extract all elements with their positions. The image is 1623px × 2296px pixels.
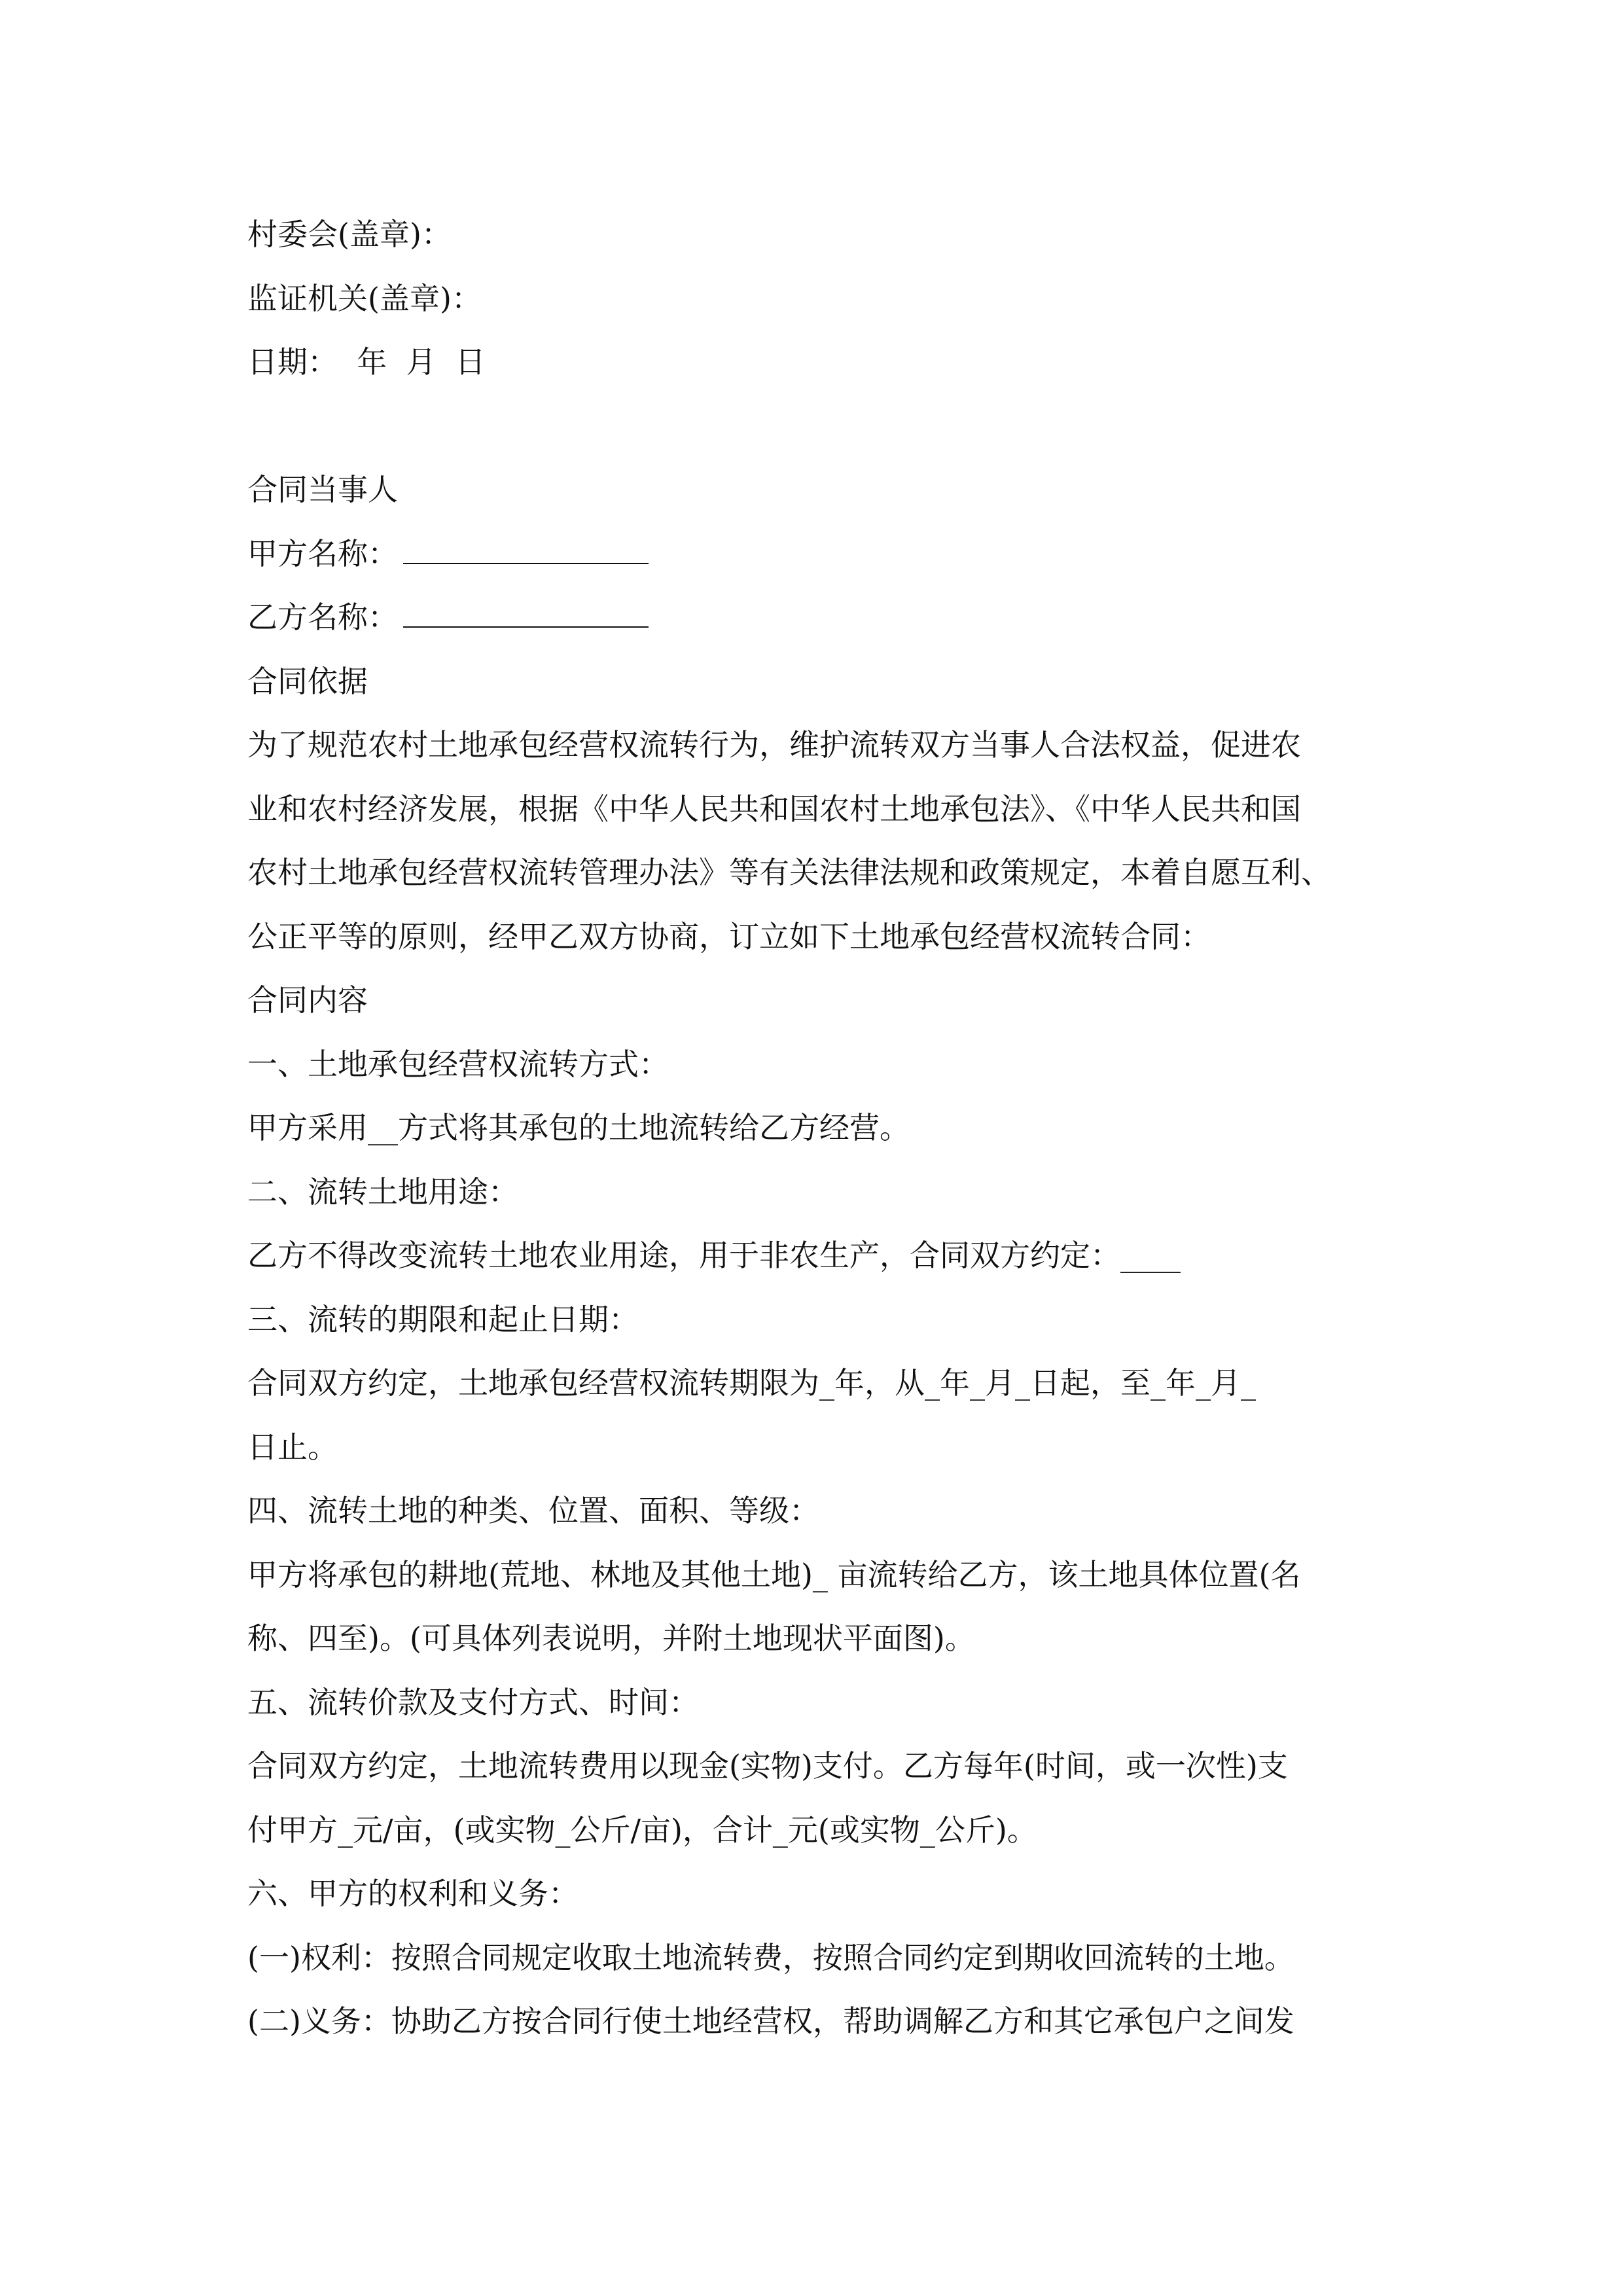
party-b-label: 乙方名称： (247, 600, 398, 635)
party-b-row (247, 586, 1386, 650)
content-line: 甲方将承包的耕地(荒地、林地及其他土地)_ 亩流转给乙方，该土地具体位置(名 (247, 1556, 1301, 1592)
content-line: 合同双方约定，土地承包经营权流转期限为_年，从_年_月_日起，至_年_月_ (247, 1365, 1256, 1401)
supervisor-seal: 监证机关(盖章)： (247, 280, 482, 316)
content-line: 甲方采用__方式将其承包的土地流转给乙方经营。 (247, 1110, 910, 1145)
content-line: (一)权利：按照合同规定收取土地流转费，按照合同约定到期收回流转的土地。 (247, 1939, 1294, 1975)
content-line: 付甲方_元/亩，(或实物_公斤/亩)，合计_元(或实物_公斤)。 (247, 1812, 1037, 1848)
content-line: 日止。 (247, 1429, 338, 1465)
party-a-row (247, 522, 1386, 586)
basis-line: 为了规范农村土地承包经营权流转行为，维护流转双方当事人合法权益，促进农 (247, 727, 1301, 762)
document-page (247, 203, 1386, 2054)
content-line: 称、四至)。(可具体列表说明，并附土地现状平面图)。 (247, 1621, 975, 1656)
content-line: 一、土地承包经营权流转方式： (247, 1046, 669, 1082)
basis-line: 业和农村经济发展，根据《中华人民共和国农村土地承包法》、《中华人民共和国 (247, 791, 1301, 827)
village-committee-seal: 村委会(盖章)： (247, 217, 452, 252)
content-line: (二)义务：协助乙方按合同行使土地经营权，帮助调解乙方和其它承包户之间发 (247, 2003, 1294, 2039)
party-b-blank (403, 600, 649, 628)
content-line: 乙方不得改变流转土地农业用途，用于非农生产，合同双方约定：____ (247, 1238, 1181, 1273)
basis-heading: 合同依据 (247, 663, 368, 699)
content-line: 六、甲方的权利和义务： (247, 1876, 579, 1911)
content-line: 五、流转价款及支付方式、时间： (247, 1684, 699, 1720)
signature-date: 日期： 年 月 日 (247, 344, 486, 380)
content-line: 三、流转的期限和起止日期： (247, 1301, 639, 1337)
content-line: 二、流转土地用途： (247, 1174, 518, 1210)
party-a-blank (403, 537, 649, 564)
spacer (247, 395, 1386, 459)
content-line: 四、流转土地的种类、位置、面积、等级： (247, 1493, 819, 1528)
content-line: 合同双方约定，土地流转费用以现金(实物)支付。乙方每年(时间，或一次性)支 (247, 1748, 1288, 1784)
basis-line: 农村土地承包经营权流转管理办法》等有关法律法规和政策规定，本着自愿互利、 (247, 855, 1331, 890)
parties-heading: 合同当事人 (247, 472, 398, 507)
basis-line: 公正平等的原则，经甲乙双方协商，订立如下土地承包经营权流转合同： (247, 918, 1211, 954)
content-heading: 合同内容 (247, 982, 368, 1018)
party-a-label: 甲方名称： (247, 535, 398, 571)
